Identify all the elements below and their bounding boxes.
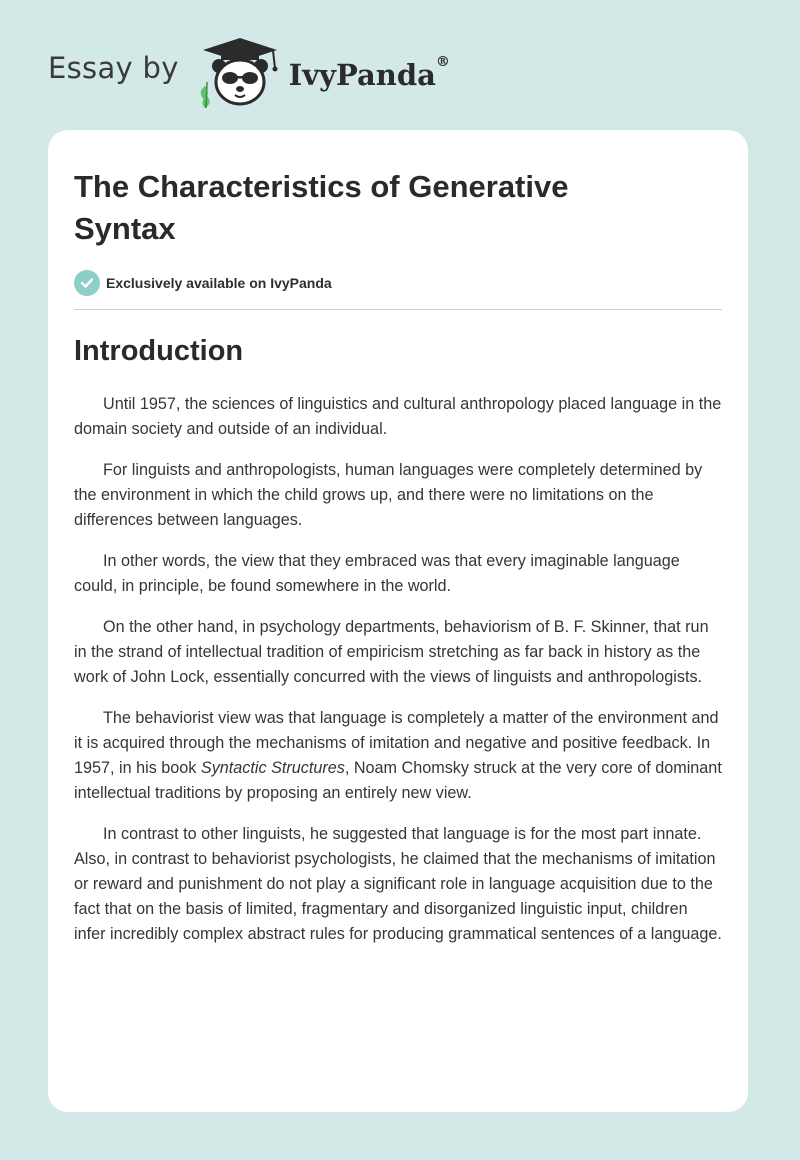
- essay-body: [74, 392, 722, 947]
- brand-name: IvyPanda®: [288, 54, 450, 92]
- essay-title: The Characteristics of Generative Syntax: [74, 169, 569, 246]
- paragraph: Until 1957, the sciences of linguistics and cultural anthropology placed language in the domain society and outside of an individual.: [74, 395, 722, 438]
- paragraph: On the other hand, in psychology departments, behaviorism of B. F. Skinner, that run in the strand of intellectual tradition of empiricism stretching as far back in history as the work of John Lock, essentially concurred with the views of linguists and anthropologists.: [74, 618, 709, 686]
- book-title: Syntactic Structures: [200, 759, 345, 777]
- paragraph: In other words, the view that they embraced was that every imaginable language could, in principle, be found somewhere in the world.: [74, 552, 680, 595]
- section-heading: Introduction: [74, 335, 244, 367]
- divider: [74, 309, 722, 310]
- brand-header: [48, 36, 450, 108]
- paragraph: In contrast to other linguists, he suggested that language is for the most part innate. Also, in contrast to behaviorist psychologists, he claimed that the mechanisms of imitation or reward and punishment do not play a significant role in language acquisition due to the fact that on the basis of limited, fragmentary and disorganized linguistic input, children infer incredibly complex abstract rules for producing grammatical sentences of a language.: [74, 825, 722, 943]
- panda-mascot-icon: [195, 36, 285, 108]
- check-icon: [74, 270, 100, 296]
- brand-prefix: Essay by: [48, 51, 179, 85]
- paragraph: The behaviorist view was that language is completely a matter of the environment and it is acquired through the mechanisms of imitation and negative and positive feedback. In 1957, in his book Syntactic Structures, Noam Chomsky struck at the very core of dominant intellectual traditions by proposing an entirely new view.: [74, 709, 722, 802]
- badge-text: Exclusively available on IvyPanda: [106, 275, 332, 291]
- essay-card: [48, 130, 748, 1112]
- paragraph: For linguists and anthropologists, human languages were completely determined by the environment in which the child grows up, and there were no limitations on the differences between languages.: [74, 461, 703, 529]
- exclusive-badge: [74, 270, 722, 296]
